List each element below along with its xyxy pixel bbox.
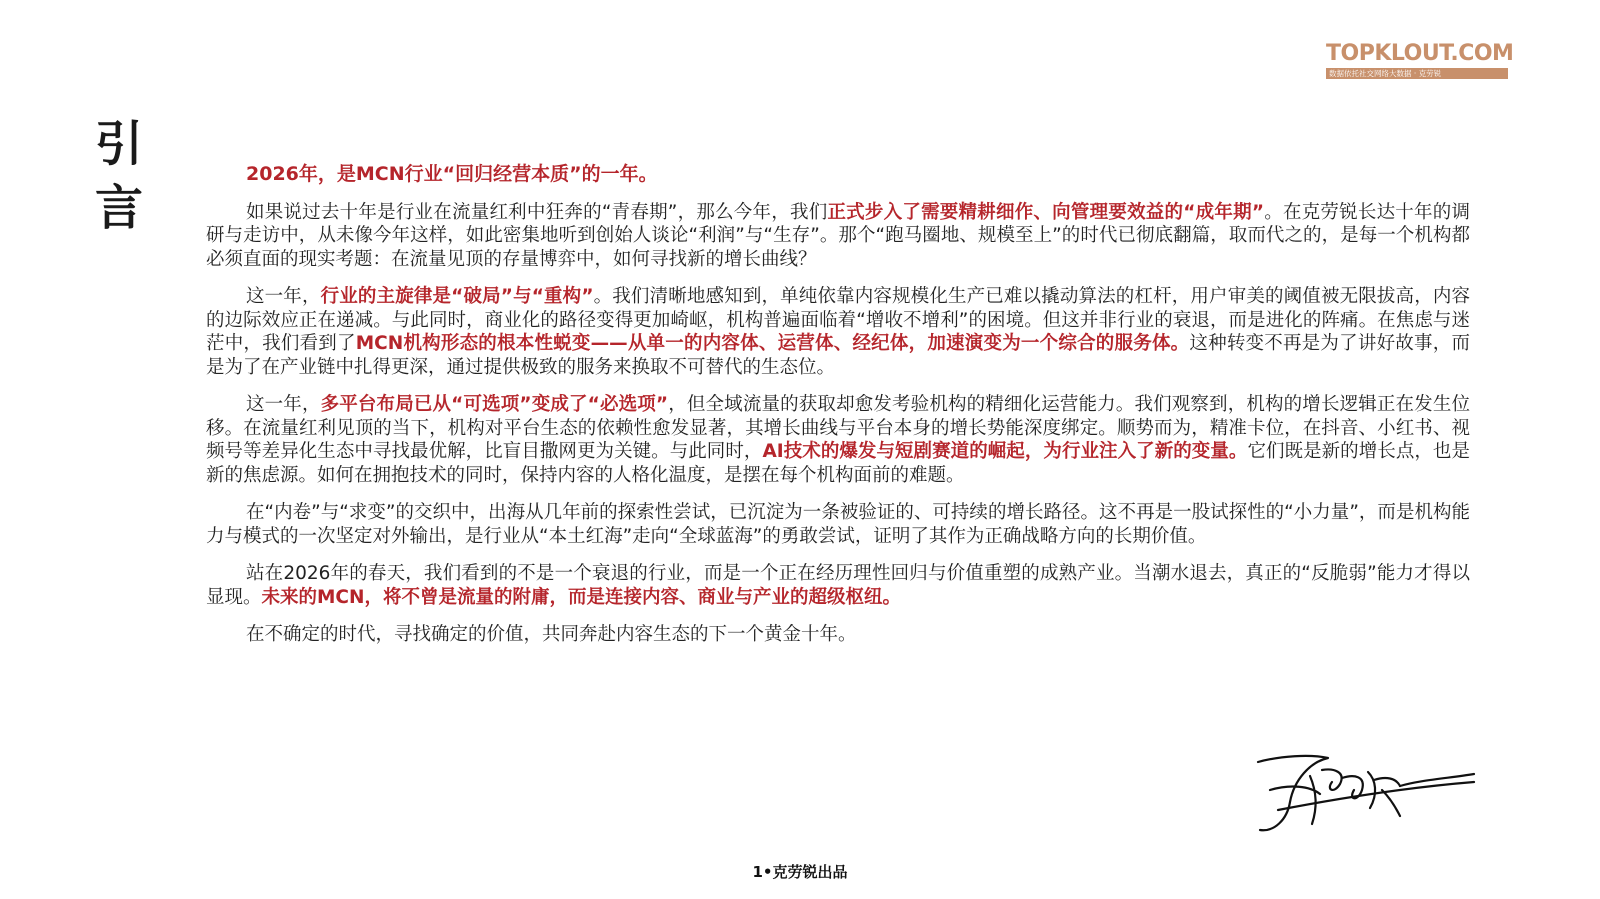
topklout-logo (1326, 42, 1516, 82)
body-text: 。在克劳锐长达十年的调研与走访中，从未像今年这样，如此密集地听到创始人谈论“利润”与“生存”。那个“跑马圈地、规模至上”的时代已彻底翻篇，取而代之的，是每一个机构都必须直面的现实考题：在流量见顶的存量博弈中，如何寻找新的增长曲线？ (206, 201, 1470, 270)
body-text: 它们既是新的增长点，也是新的焦虑源。如何在拥抱技术的同时，保持内容的人格化温度，是摆在每个机构面前的难题。 (206, 441, 1470, 486)
highlighted-text: AI技术的爆发与短剧赛道的崛起，为行业注入了新的变量。 (762, 441, 1248, 462)
paragraph-list (206, 201, 1470, 647)
highlighted-text: MCN机构形态的根本性蜕变——从单一的内容体、运营体、经纪体，加速演变为一个综合的服务体。 (355, 333, 1190, 354)
highlighted-text: 未来的MCN，将不曾是流量的附庸，而是连接内容、商业与产业的超级枢纽。 (261, 586, 901, 608)
highlighted-text: 行业的主旋律是“破局”与“重构” (320, 286, 594, 307)
intro-body (206, 163, 1470, 661)
headline: 2026年，是MCN行业“回归经营本质”的一年。 (246, 163, 658, 185)
page-footer: 1•克劳锐出品 (752, 863, 848, 881)
highlighted-text: 正式步入了需要精耕细作、向管理要效益的“成年期” (827, 201, 1264, 223)
paragraph (206, 501, 1470, 548)
body-text: 。我们清晰地感知到，单纯依靠内容规模化生产已难以撬动算法的杠杆，用户审美的阈值被无限拔高，内容的边际效应正在递减。与此同时，商业化的路径变得更加崎岖，机构普遍面临着“增收不增利”的困境。但这并非行业的衰退，而是进化的阵痛。在焦虑与迷茫中，我们看到了 (206, 286, 1470, 354)
logo-wordmark: TOPKLOUT.COM (1326, 41, 1514, 66)
side-title-char: 引 (95, 116, 144, 172)
paragraph (206, 201, 1470, 272)
highlighted-text: 多平台布局已从“可选项”变成了“必选项” (320, 394, 669, 415)
side-title-char: 言 (95, 180, 144, 236)
paragraph (206, 623, 1470, 647)
body-text: 这一年， (246, 394, 321, 415)
body-text: 在“内卷”与“求变”的交织中，出海从几年前的探索性尝试，已沉淀为一条被验证的、可持续的增长路径。这不再是一股试探性的“小力量”，而是机构能力与模式的一次坚定对外输出，是行业从“本土红海”走向“全球蓝海”的勇敢尝试，证明了其作为正确战略方向的长期价值。 (206, 502, 1470, 547)
body-text: 如果说过去十年是行业在流量红利中狂奔的“青春期”，那么今年，我们 (246, 201, 828, 223)
body-text: 在不确定的时代，寻找确定的价值，共同奔赴内容生态的下一个黄金十年。 (246, 624, 857, 645)
signature-image (1250, 750, 1480, 840)
logo-tagline: 数据依托社交网络大数据 · 克劳锐 (1326, 68, 1508, 79)
body-text: 这一年， (246, 286, 321, 307)
paragraph (206, 393, 1470, 487)
body-text: 这种转变不再是为了讲好故事，而是为了在产业链中扎得更深，通过提供极致的服务来换取不可替代的生态位。 (206, 333, 1470, 378)
body-text: ，但全域流量的获取却愈发考验机构的精细化运营能力。我们观察到，机构的增长逻辑正在发生位移。在流量红利见顶的当下，机构对平台生态的依赖性愈发显著，其增长曲线与平台本身的增长势能深度绑定。顺势而为，精准卡位，在抖音、小红书、视频号等差异化生态中寻找最优解，比盲目撒网更为关键。与此同时， (206, 394, 1470, 462)
side-title (95, 112, 145, 240)
paragraph (206, 562, 1470, 609)
paragraph (206, 285, 1470, 379)
body-text: 站在2026年的春天，我们看到的不是一个衰退的行业，而是一个正在经历理性回归与价值重塑的成熟产业。当潮水退去，真正的“反脆弱”能力才得以显现。 (206, 563, 1470, 608)
